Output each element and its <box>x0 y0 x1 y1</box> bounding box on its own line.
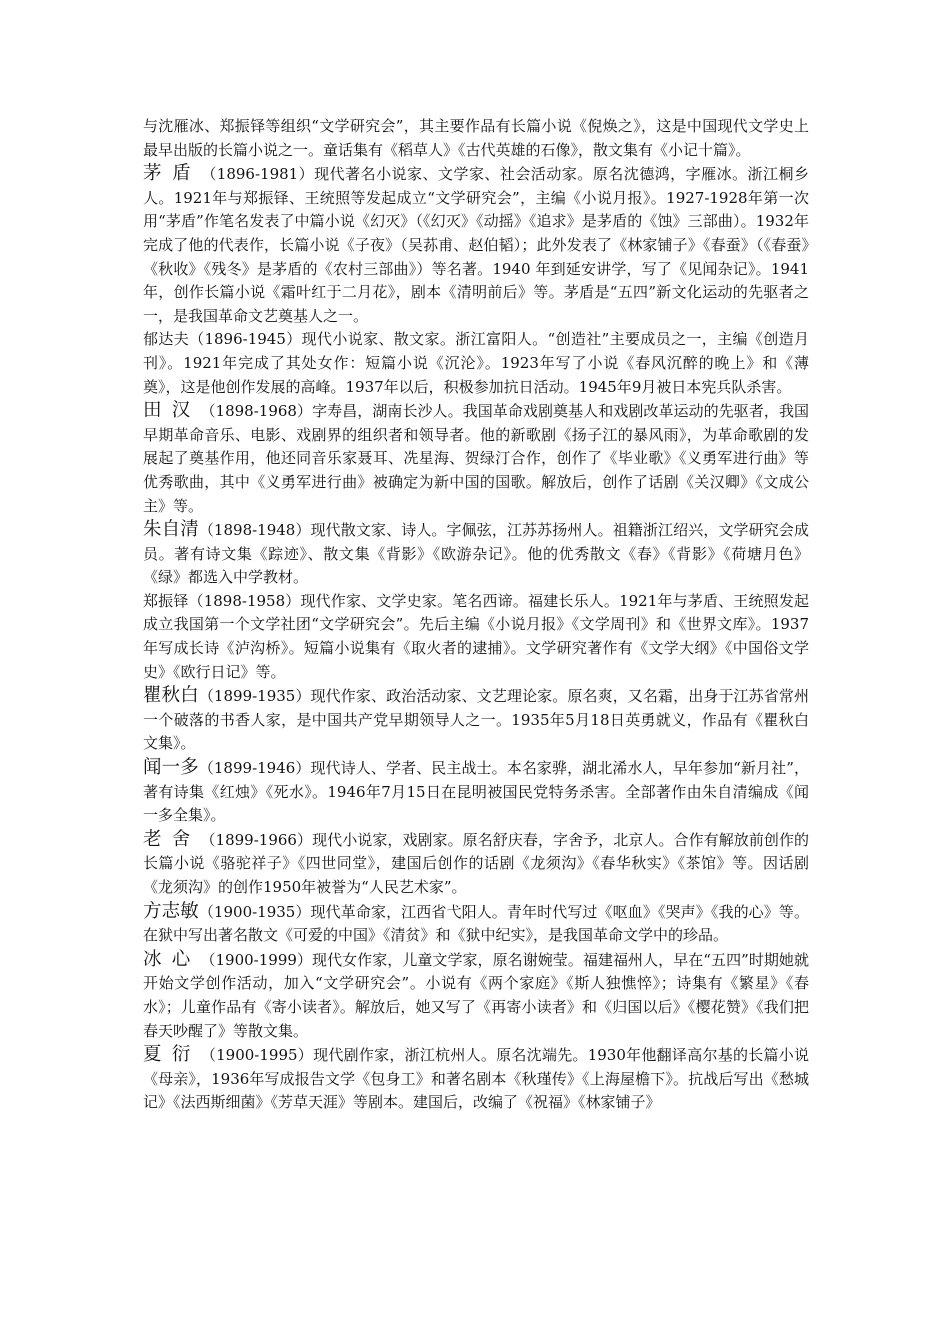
entry-text: （1899-1935）现代作家、政治活动家、文艺理论家。原名爽，又名霜，出身于江苏省常州一个破落的书香人家，是中国共产党早期领导人之一。1935年5月18日英勇就义，作品有《瞿秋白文集》。 <box>143 687 809 753</box>
entry-intro <box>143 115 809 162</box>
entry-xia-yan <box>143 1043 809 1115</box>
entry-text: （1896-1945）现代小说家、散文家。浙江富阳人。“创造社”主要成员之一，主编《创造月刊》。1921年完成了其处女作：短篇小说《沉沦》。1923年写了小说《春风沉醉的晚上》和《薄奠》，这是他创作发展的高峰。1937年以后，积极参加抗日活动。1945年9月被日本宪兵队杀害。 <box>143 330 809 396</box>
entry-zheng-zhenduo <box>143 590 809 684</box>
entry-tian-han <box>143 399 809 518</box>
entry-text: （1898-1958）现代作家、文学史家。笔名西谛。福建长乐人。1921年与茅盾、王统照发起成立我国第一个文学社团“文学研究会”。先后主编《小说月报》《文学周刊》和《世界文库》。1937年写成长诗《泸沟桥》。短篇小说集有《取火者的逮捕》。文学研究著作有《文学大纲》《中国俗文学史》《欧行日记》等。 <box>143 591 809 681</box>
entry-text: （1899-1966）现代小说家，戏剧家。原名舒庆春，字舍予，北京人。合作有解放前创作的长篇小说《骆驼祥子》《四世同堂》，建国后创作的话剧《龙须沟》《春华秋实》《茶馆》等。因话剧《龙须沟》的创作1950年被誉为“人民艺术家”。 <box>143 830 810 896</box>
entry-name: 瞿秋白 <box>143 685 199 707</box>
entry-name: 夏衍 <box>143 1044 201 1066</box>
document-body <box>143 115 809 1115</box>
entry-text: （1898-1968）字寿昌，湖南长沙人。我国革命戏剧奠基人和戏剧改革运动的先驱者，我国早期革命音乐、电影、戏剧界的组织者和领导者。他的新歌剧《扬子江的暴风雨》，为革命歌剧的发展起了奠基作用，他还同音乐家聂耳、冼星海、贺绿汀合作，创作了《毕业歌》《义勇军进行曲》等优秀歌曲，其中《义勇军进行曲》被确定为新中国的国歌。解放后，创作了话剧《关汉卿》《文成公主》等。 <box>143 402 810 515</box>
entry-mao-dun <box>143 162 809 328</box>
entry-zhu-ziqing <box>143 518 809 590</box>
entry-name: 田汉 <box>143 400 201 422</box>
entry-name: 茅盾 <box>143 163 202 185</box>
entry-name: 朱自清 <box>143 519 199 541</box>
entry-name: 郁达夫 <box>143 330 190 349</box>
entry-name: 闻一多 <box>143 757 199 779</box>
entry-lao-she <box>143 828 809 900</box>
entry-text: （1899-1946）现代诗人、学者、民主战士。本名家骅，湖北浠水人，早年参加“新月社”，著有诗集《红烛》《死水》。1946年7月15日在昆明被国民党特务杀害。全部著作由朱自清编成《闻一多全集》。 <box>143 759 809 825</box>
entry-bing-xin <box>143 948 809 1043</box>
entry-wen-yiduo <box>143 756 809 828</box>
entry-text: （1898-1948）现代散文家、诗人。字佩弦，江苏苏扬州人。祖籍浙江绍兴，文学研究会成员。著有诗文集《踪迹》、散文集《背影》《欧游杂记》。他的优秀散文《春》《背影》《荷塘月色》《绿》都选入中学教材。 <box>143 521 809 587</box>
entry-text: （1900-1935）现代革命家，江西省弋阳人。青年时代写过《呕血》《哭声》《我的心》等。在狱中写出著名散文《可爱的中国》《清贫》和《狱中纪实》，是我国革命文学中的珍品。 <box>143 902 809 945</box>
entry-fang-zhimin <box>143 900 809 948</box>
entry-name: 冰心 <box>143 948 201 970</box>
entry-text: （1896-1981）现代著名小说家、文学家、社会活动家。原名沈德鸿，字雁冰。浙江桐乡人。1921年与郑振铎、王统照等发起成立“文学研究会”，主编《小说月报》。1927-1928年第一次用“茅盾”作笔名发表了中篇小说《幻灭》（《幻灭》《动摇》《追求》是茅盾的《蚀》三部曲）。1932年完成了他的代表作，长篇小说《子夜》（吴荪甫、赵伯韬）；此外发表了《林家铺子》《春蚕》（《春蚕》《秋收》《残冬》是茅盾的《农村三部曲》）等名著。1940 年到延安讲学，写了《见闻杂记》。1941年，创作长篇小说《霜叶红于二月花》，剧本《清明前后》等。茅盾是“五四”新文化运动的先驱者之一，是我国革命文艺奠基人之一。 <box>143 165 809 325</box>
entry-qu-qiubai <box>143 684 809 756</box>
entry-name: 老舍 <box>143 828 201 850</box>
entry-text: 与沈雁冰、郑振铎等组织“文学研究会”，其主要作品有长篇小说《倪焕之》，这是中国现代文学史上最早出版的长篇小说之一。童话集有《稻草人》《古代英雄的石像》，散文集有《小记十篇》。 <box>143 117 809 159</box>
entry-name: 郑振铎 <box>143 591 189 610</box>
entry-text: （1900-1999）现代女作家，儿童文学家，原名谢婉莹。福建福州人，早在“五四”时期她就开始文学创作活动，加入“文学研究会”。小说有《两个家庭》《斯人独憔悴》；诗集有《繁星》《春水》；儿童作品有《寄小读者》。解放后，她又写了《再寄小读者》和《归国以后》《樱花赞》《我们把春天吵醒了》等散文集。 <box>143 950 809 1040</box>
entry-yu-dafu <box>143 328 809 399</box>
entry-text: （1900-1995）现代剧作家，浙江杭州人。原名沈端先。1930年他翻译高尔基的长篇小说《母亲》，1936年写成报告文学《包身工》和著名剧本《秋瑾传》《上海屋檐下》。抗战后写出《愁城记》《法西斯细菌》《芳草天涯》等剧本。建国后，改编了《祝福》《林家铺子》 <box>143 1046 809 1112</box>
entry-name: 方志敏 <box>143 900 199 922</box>
